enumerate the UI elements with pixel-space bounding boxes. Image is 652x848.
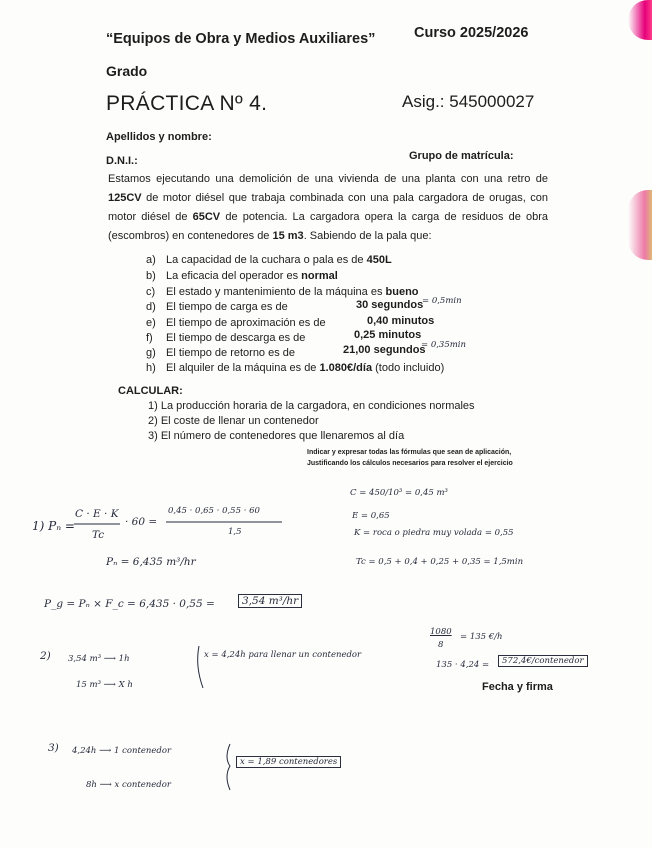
- formula-line: P_g = Pₙ × F_c = 6,435 · 0,55 =: [44, 598, 215, 610]
- formula-numerator: 0,45 · 0,65 · 0,55 · 60: [168, 506, 260, 516]
- handwritten-value: C = 450/10³ = 0,45 m³: [350, 488, 448, 498]
- handwritten-value: K = roca o piedra muy volada = 0,55: [354, 528, 514, 538]
- rule-of-three-line: 15 m³ ⟶ X h: [76, 680, 133, 690]
- boxed-result: x = 1,89 contenedores: [236, 756, 341, 768]
- condition-item: d) El tiempo de carga es de: [146, 301, 288, 313]
- brace-stroke: [198, 646, 203, 688]
- handwritten-note: = 0,5min: [422, 296, 462, 306]
- dni-label: D.N.I.:: [106, 155, 138, 167]
- condition-item: h) El alquiler de la máquina es de 1.080€/día (todo incluido): [146, 362, 445, 374]
- condition-value: 0,40 minutos: [367, 315, 435, 327]
- fraction-denominator: 8: [438, 640, 444, 650]
- condition-item: f) El tiempo de descarga es de: [146, 332, 306, 344]
- condition-item: b) La eficacia del operador es normal: [146, 270, 338, 282]
- instructions-line: Indicar y expresar todas las fórmulas que sean de aplicación,: [307, 449, 512, 456]
- rule-of-three-line: 8h ⟶ x contenedor: [86, 780, 171, 790]
- condition-value: 21,00 segundos: [343, 344, 426, 356]
- condition-item: a) La capacidad de la cuchara o pala es de 450L: [146, 254, 392, 266]
- calcular-title: CALCULAR:: [118, 385, 183, 397]
- question-number: 3): [48, 742, 59, 754]
- handwritten-value: E = 0,65: [352, 511, 390, 521]
- fraction-result: = 135 €/h: [460, 632, 503, 642]
- grado-label: Grado: [106, 63, 148, 79]
- instructions-line: Justificando los cálculos necesarios para resolver el ejercicio: [307, 460, 513, 467]
- rule-of-three-line: 4,24h ⟶ 1 contenedor: [72, 746, 172, 756]
- formula-label: 1) Pₙ =: [32, 519, 75, 533]
- condition-value: 30 segundos: [356, 299, 424, 311]
- course-year: Curso 2025/2026: [414, 25, 529, 41]
- subject-code: Asig.: 545000027: [402, 92, 535, 111]
- question-item: 1) La producción horaria de la cargadora, en condiciones normales: [148, 400, 475, 412]
- question-item: 3) El número de contenedores que llenaremos al día: [148, 430, 405, 442]
- fraction-numerator: 1080: [430, 627, 452, 637]
- group-label: Grupo de matrícula:: [409, 150, 514, 162]
- course-title: “Equipos de Obra y Medios Auxiliares”: [106, 31, 376, 47]
- condition-value: 0,25 minutos: [354, 329, 422, 341]
- handwritten-note: = 0,35min: [421, 340, 467, 350]
- handwritten-answer: x = 4,24h para llenar un contenedor: [204, 650, 362, 660]
- formula-numerator: C · E · K: [75, 508, 119, 520]
- rule-of-three-line: 3,54 m³ ⟶ 1h: [68, 654, 130, 664]
- formula-denominator: 1,5: [228, 527, 242, 537]
- formula-result: Pₙ = 6,435 m³/hr: [106, 556, 196, 568]
- condition-item: g) El tiempo de retorno es de: [146, 347, 296, 359]
- name-label: Apellidos y nombre:: [106, 131, 212, 143]
- cost-formula: 135 · 4,24 =: [436, 660, 490, 670]
- question-number: 2): [40, 650, 51, 662]
- brace-stroke: [227, 744, 230, 790]
- formula-operator: · 60 =: [125, 516, 158, 528]
- problem-statement: Estamos ejecutando una demolición de una vivienda de una planta con una retro de 125CV de motor diésel que trabaja combinada con una pala cargadora de orugas, con motor diésel de 65CV de potencia. La cargadora opera la carga de residuos de obra (escombros) en contenedores de 15 m3. Sabiendo de la pala que:: [108, 173, 548, 242]
- signature-label: Fecha y firma: [482, 681, 553, 693]
- boxed-result: 3,54 m³/hr: [238, 594, 302, 608]
- question-item: 2) El coste de llenar un contenedor: [148, 415, 319, 427]
- formula-denominator: Tc: [92, 529, 105, 541]
- condition-item: c) El estado y mantenimiento de la máquina es bueno: [146, 286, 419, 298]
- practice-title: PRÁCTICA Nº 4.: [106, 92, 268, 115]
- condition-item: e) El tiempo de aproximación es de: [146, 317, 326, 329]
- handwritten-value: Tc = 0,5 + 0,4 + 0,25 + 0,35 = 1,5min: [356, 557, 524, 567]
- boxed-result: 572,4€/contenedor: [498, 655, 588, 667]
